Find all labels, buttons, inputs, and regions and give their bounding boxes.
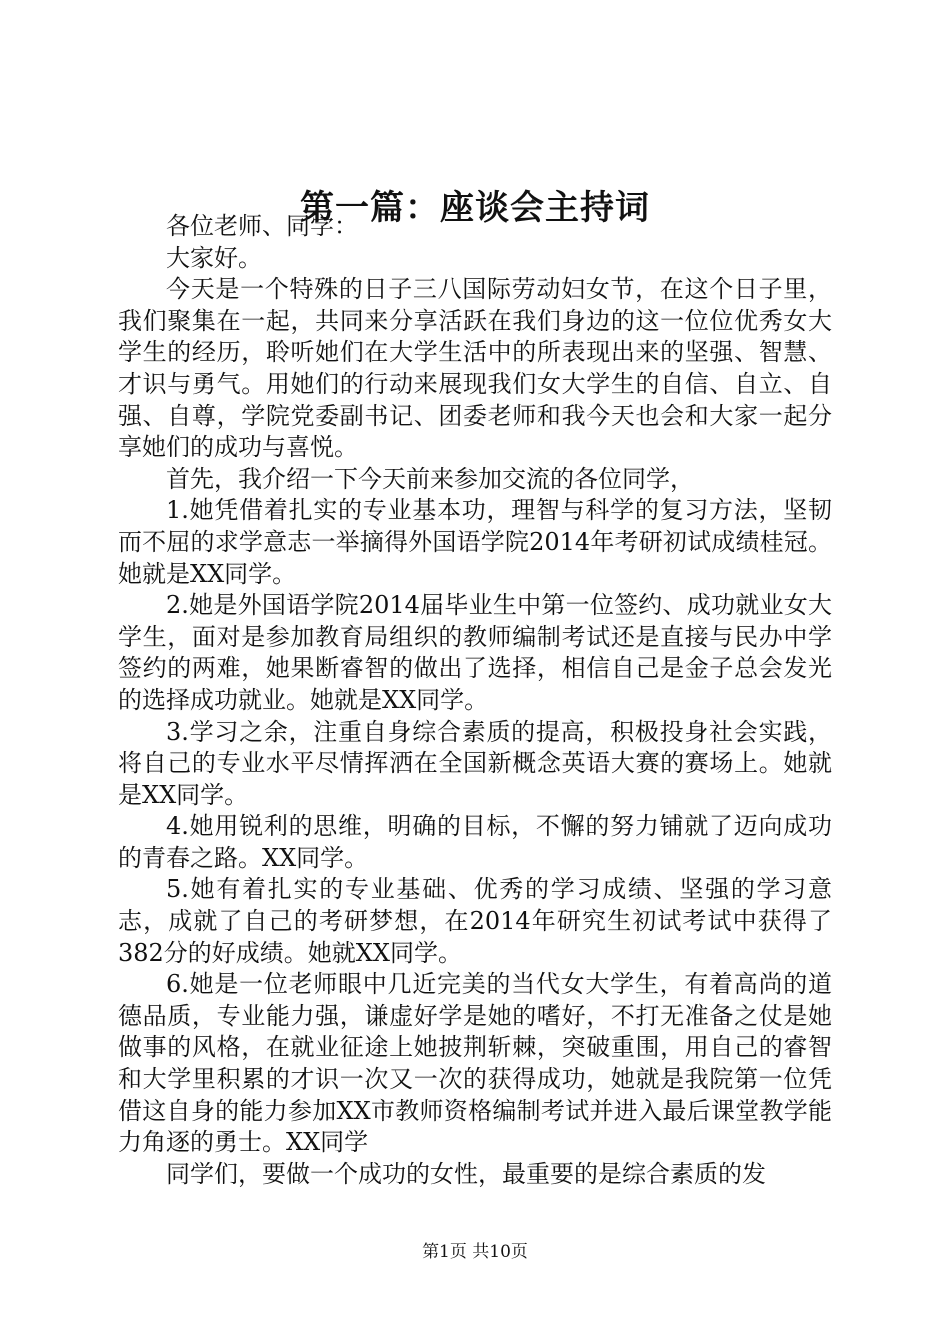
paragraph-item-2: 2.她是外国语学院2014届毕业生中第一位签约、成功就业女大学生，面对是参加教育局组织的教师编制考试还是直接与民办中学签约的两难，她果断睿智的做出了选择，相信自己是金子总会发光的选择成功就业。她就是XX同学。 xyxy=(118,591,832,714)
document-body xyxy=(118,211,832,1190)
paragraph-greeting: 大家好。 xyxy=(166,243,262,272)
paragraph-closing: 同学们，要做一个成功的女性，最重要的是综合素质的发 xyxy=(166,1159,766,1188)
paragraph-item-1: 1.她凭借着扎实的专业基本功，理智与科学的复习方法，坚韧而不屈的求学意志一举摘得外国语学院2014年考研初试成绩桂冠。她就是XX同学。 xyxy=(118,496,832,588)
paragraph-item-4: 4.她用锐利的思维，明确的目标，不懈的努力铺就了迈向成功的青春之路。XX同学。 xyxy=(118,812,832,872)
page-footer: 第1页 共10页 xyxy=(422,1242,528,1262)
paragraph-item-3: 3.学习之余，注重自身综合素质的提高，积极投身社会实践，将自己的专业水平尽情挥洒在全国新概念英语大赛的赛场上。她就是XX同学。 xyxy=(118,717,832,809)
document-title: 第一篇：座谈会主持词 xyxy=(300,188,650,228)
paragraph-salutation: 各位老师、同学： xyxy=(166,212,358,240)
paragraph-item-6: 6.她是一位老师眼中几近完美的当代女大学生，有着高尚的道德品质，专业能力强，谦虚好学是她的嗜好，不打无准备之仗是她做事的风格，在就业征途上她披荆斩棘，突破重围，用自己的睿智和大学里积累的才识一次又一次的获得成功，她就是我院第一位凭借这自身的能力参加XX市教师资格编制考试并进入最后课堂教学能力角逐的勇士。XX同学 xyxy=(118,970,832,1157)
paragraph-intro: 今天是一个特殊的日子三八国际劳动妇女节，在这个日子里，我们聚集在一起，共同来分享活跃在我们身边的这一位位优秀女大学生的经历，聆听她们在大学生活中的所表现出来的坚强、智慧、才识与勇气。用她们的行动来展现我们女大学生的自信、自立、自强、自尊，学院党委副书记、团委老师和我今天也会和大家一起分享她们的成功与喜悦。 xyxy=(118,275,832,462)
paragraph-item-5: 5.她有着扎实的专业基础、优秀的学习成绩、坚强的学习意志，成就了自己的考研梦想，在2014年研究生初试考试中获得了382分的好成绩。她就XX同学。 xyxy=(118,875,832,967)
paragraph-introduction-lead: 首先，我介绍一下今天前来参加交流的各位同学， xyxy=(166,464,694,493)
